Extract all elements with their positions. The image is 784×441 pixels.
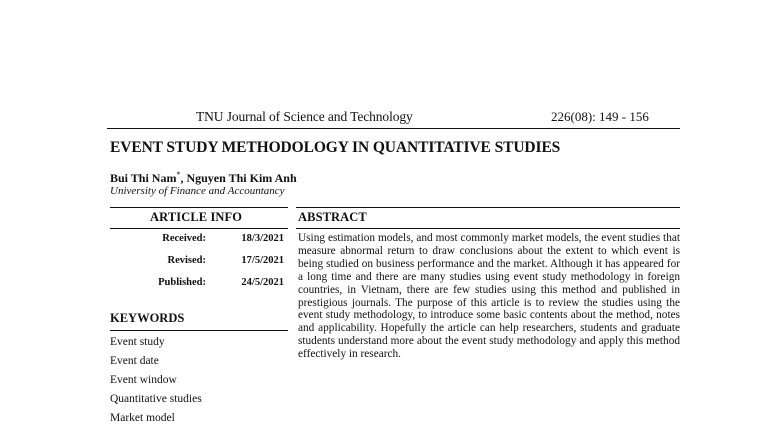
article-dates	[110, 233, 288, 299]
abstract-bottom-rule	[296, 228, 680, 229]
date-row-received	[110, 233, 288, 255]
abstract-heading: ABSTRACT	[298, 210, 367, 224]
date-row-published	[110, 277, 288, 299]
keywords-rule	[110, 330, 288, 331]
header-divider	[107, 128, 680, 129]
published-date: 24/5/2021	[241, 277, 284, 288]
revised-date: 17/5/2021	[241, 255, 284, 266]
revised-label: Revised:	[167, 255, 206, 266]
article-title: EVENT STUDY METHODOLOGY IN QUANTITATIVE STUDIES	[110, 139, 561, 156]
keywords-heading: KEYWORDS	[110, 311, 185, 325]
keyword-item: Market model	[110, 412, 175, 424]
keyword-item: Event date	[110, 355, 159, 367]
keyword-item: Event window	[110, 374, 177, 386]
keyword-item: Event study	[110, 336, 165, 348]
published-label: Published:	[158, 277, 206, 288]
date-row-revised	[110, 255, 288, 277]
author-list	[110, 170, 297, 186]
issue-pages: 226(08): 149 - 156	[551, 109, 649, 124]
keywords-list	[110, 333, 202, 428]
abstract-top-rule	[296, 207, 680, 208]
article-info-bottom-rule	[110, 228, 288, 229]
corresponding-author-mark: *	[176, 170, 181, 179]
received-date: 18/3/2021	[241, 233, 284, 244]
author-affiliation: University of Finance and Accountancy	[110, 185, 285, 197]
author-rest: , Nguyen Thi Kim Anh	[180, 171, 297, 185]
abstract-text: Using estimation models, and most commonly market models, the event studies that measure abnormal return to draw conclusions about the extent to which event is being studied on business performance and the market. Although it has appeared for a long time and there are many studies using event study methodology in foreign countries, in Vietnam, there are few studies using this method and published in prestigious journals. The purpose of this article is to review the studies using the event study methodology, to introduce some basic contents about the method, notes and applicability. Hopefully the article can help researchers, students and graduate students understand more about the event study methodology and apply this method effectively in research.	[298, 232, 680, 361]
author-first: Bui Thi Nam	[110, 171, 177, 185]
article-info-heading: ARTICLE INFO	[150, 210, 243, 224]
journal-name: TNU Journal of Science and Technology	[196, 109, 413, 124]
article-info-top-rule	[110, 207, 288, 208]
received-label: Received:	[162, 233, 206, 244]
keyword-item: Quantitative studies	[110, 393, 202, 405]
